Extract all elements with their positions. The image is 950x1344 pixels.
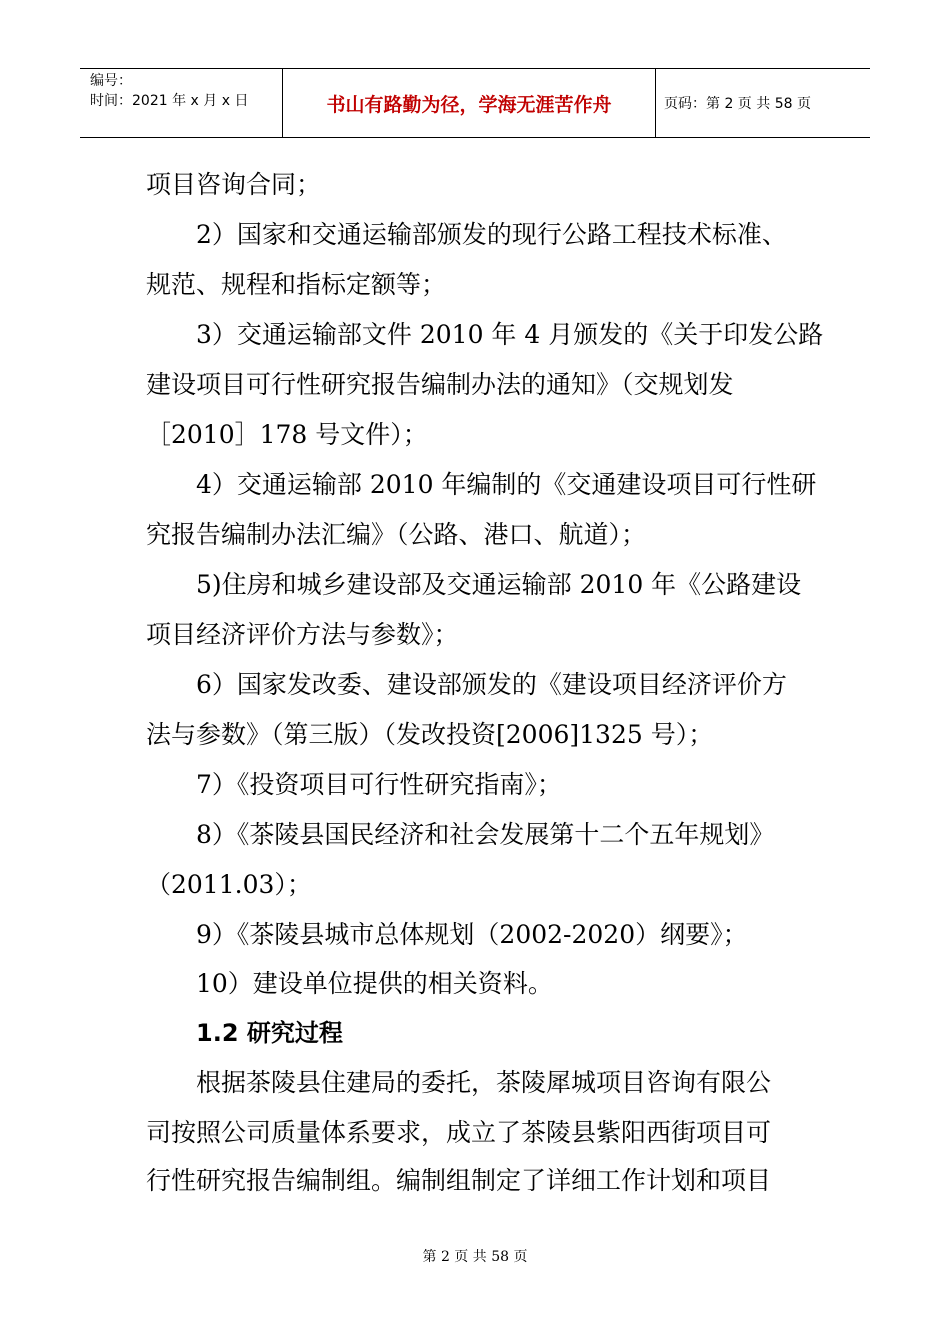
body-line: 8）《茶陵县国民经济和社会发展第十二个五年规划》 [196,820,775,849]
body-line: （2011.03）； [146,870,312,899]
body-line: 建设项目可行性研究报告编制办法的通知》（交规划发 [146,370,734,399]
body-line: 3）交通运输部文件 2010 年 4 月颁发的《关于印发公路 [196,320,824,349]
body-line: 7）《投资项目可行性研究指南》； [196,770,562,799]
body-line: 项目经济评价方法与参数》； [146,620,459,649]
body-line: 司按照公司质量体系要求，成立了茶陵县紫阳西街项目可 [146,1118,772,1147]
section-heading: 1.2 研究过程 [196,1019,343,1047]
body-line: 10）建设单位提供的相关资料。 [196,969,553,998]
document-number-label: 编号： [90,73,132,89]
page-footer: 第 2 页 共 58 页 [422,1249,528,1265]
body-line: 规范、规程和指标定额等； [146,270,447,299]
body-line: 项目咨询合同； [146,170,322,199]
header-meta [80,69,283,137]
header-motto: 书山有路勤为径，学海无涯苦作舟 [283,69,656,137]
body-line: ［2010］178 号文件）； [146,420,428,449]
body-line: 行性研究报告编制组。编制组制定了详细工作计划和项目 [146,1166,772,1195]
body-line: 6）国家发改委、建设部颁发的《建设项目经济评价方 [196,670,787,699]
body-line: 9）《茶陵县城市总体规划（2002-2020）纲要》； [196,920,748,949]
body-line: 5)住房和城乡建设部及交通运输部 2010 年《公路建设 [196,570,802,599]
body-line: 法与参数》（第三版）（发改投资[2006]1325 号）； [146,720,714,749]
body-line: 2）国家和交通运输部颁发的现行公路工程技术标准、 [196,220,787,249]
body-line: 究报告编制办法汇编》（公路、港口、航道）； [146,520,647,549]
header-page-info: 页码：第 2 页 共 58 页 [664,96,811,112]
page-header [80,68,870,138]
body-line: 根据茶陵县住建局的委托，茶陵犀城项目咨询有限公 [196,1068,772,1097]
body-line: 4）交通运输部 2010 年编制的《交通建设项目可行性研 [196,470,817,499]
document-date: 时间：2021 年 x 月 x 日 [90,93,249,109]
